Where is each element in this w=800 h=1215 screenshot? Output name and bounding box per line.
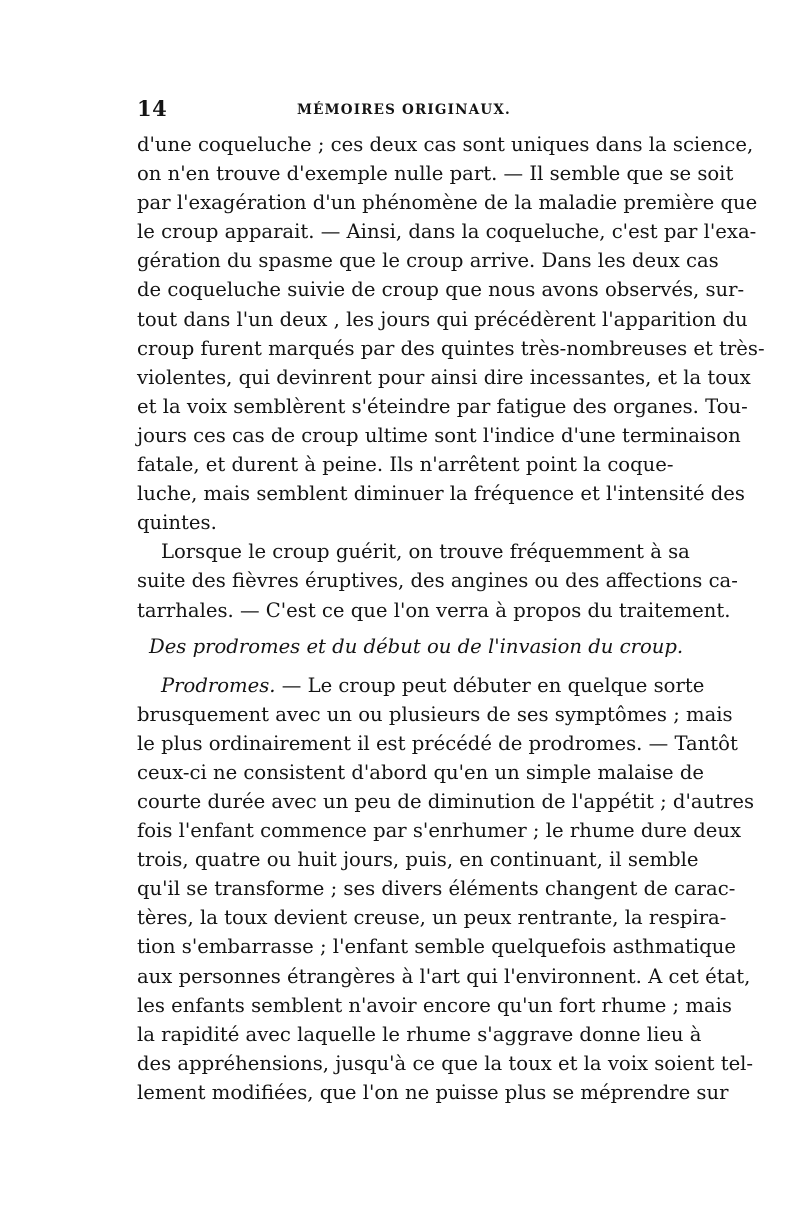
text-line: la rapidité avec laquelle le rhume s'aggrave donne lieu à [137, 1022, 702, 1046]
text-line: suite des fièvres éruptives, des angines ou des affections ca- [137, 569, 738, 593]
text-run: — Le croup peut débuter en quelque sorte [275, 673, 705, 697]
paragraph-3 [137, 671, 755, 1107]
text-line: lement modifiées, que l'on ne puisse plus se méprendre sur [137, 1080, 729, 1104]
text-line: des appréhensions, jusqu'à ce que la toux et la voix soient tel- [137, 1051, 754, 1075]
text-line: de coqueluche suivie de croup que nous avons observés, sur- [137, 278, 745, 302]
text-line: violentes, qui devinrent pour ainsi dire incessantes, et la toux [137, 365, 751, 389]
paragraph-2 [137, 537, 738, 624]
page-number: 14 [137, 96, 168, 121]
text-line: d'une coqueluche ; ces deux cas sont uniques dans la science, [137, 133, 754, 156]
text-line: croup furent marqués par des quintes très-nombreuses et très- [137, 336, 765, 360]
text-line: les enfants semblent n'avoir encore qu'un fort rhume ; mais [137, 993, 732, 1017]
text-line: brusquement avec un ou plusieurs de ses symptômes ; mais [137, 702, 733, 726]
running-title: MÉMOIRES ORIGINAUX. [297, 102, 511, 118]
book-page [137, 96, 765, 1107]
paragraph-1 [137, 130, 765, 537]
section-heading: Des prodromes et du début ou de l'invasion du croup. [149, 634, 684, 658]
text-line: jours ces cas de croup ultime sont l'indice d'une terminaison [137, 423, 741, 447]
paragraph-lead: Prodromes. [161, 673, 276, 697]
text-line: Lorsque le croup guérit, on trouve fréquemment à sa [161, 540, 690, 564]
text-line: trois, quatre ou huit jours, puis, en continuant, il semble [137, 848, 699, 872]
text-line: le plus ordinairement il est précédé de prodromes. — Tantôt [137, 731, 738, 755]
text-line: fatale, et durent à peine. Ils n'arrêtent point la coque- [137, 453, 674, 477]
text-line: qu'il se transforme ; ses divers éléments changent de carac- [137, 877, 736, 901]
text-line: quintes. [137, 511, 217, 535]
text-line: on n'en trouve d'exemple nulle part. — Il semble que se soit [137, 162, 734, 186]
text-line: tout dans l'un deux , les jours qui précédèrent l'apparition du [137, 307, 748, 331]
text-line: tères, la toux devient creuse, un peux rentrante, la respira- [137, 906, 727, 930]
text-line: aux personnes étrangères à l'art qui l'environnent. A cet état, [137, 964, 751, 988]
text-line: gération du spasme que le croup arrive. Dans les deux cas [137, 249, 719, 273]
text-line: courte durée avec un peu de diminution de l'appétit ; d'autres [137, 789, 755, 813]
text-line [137, 671, 705, 700]
running-head [137, 96, 667, 126]
text-line: tion s'embarrasse ; l'enfant semble quelquefois asthmatique [137, 935, 736, 959]
text-line: ceux-ci ne consistent d'abord qu'en un simple malaise de [137, 760, 704, 784]
text-line: et la voix semblèrent s'éteindre par fatigue des organes. Tou- [137, 394, 748, 418]
text-line: luche, mais semblent diminuer la fréquence et l'intensité des [137, 482, 745, 506]
text-line: fois l'enfant commence par s'enrhumer ; le rhume dure deux [137, 819, 742, 843]
text-line: le croup apparait. — Ainsi, dans la coqueluche, c'est par l'exa- [137, 220, 757, 244]
text-line: par l'exagération d'un phénomène de la maladie première que [137, 191, 758, 215]
text-line: tarrhales. — C'est ce que l'on verra à propos du traitement. [137, 598, 731, 622]
